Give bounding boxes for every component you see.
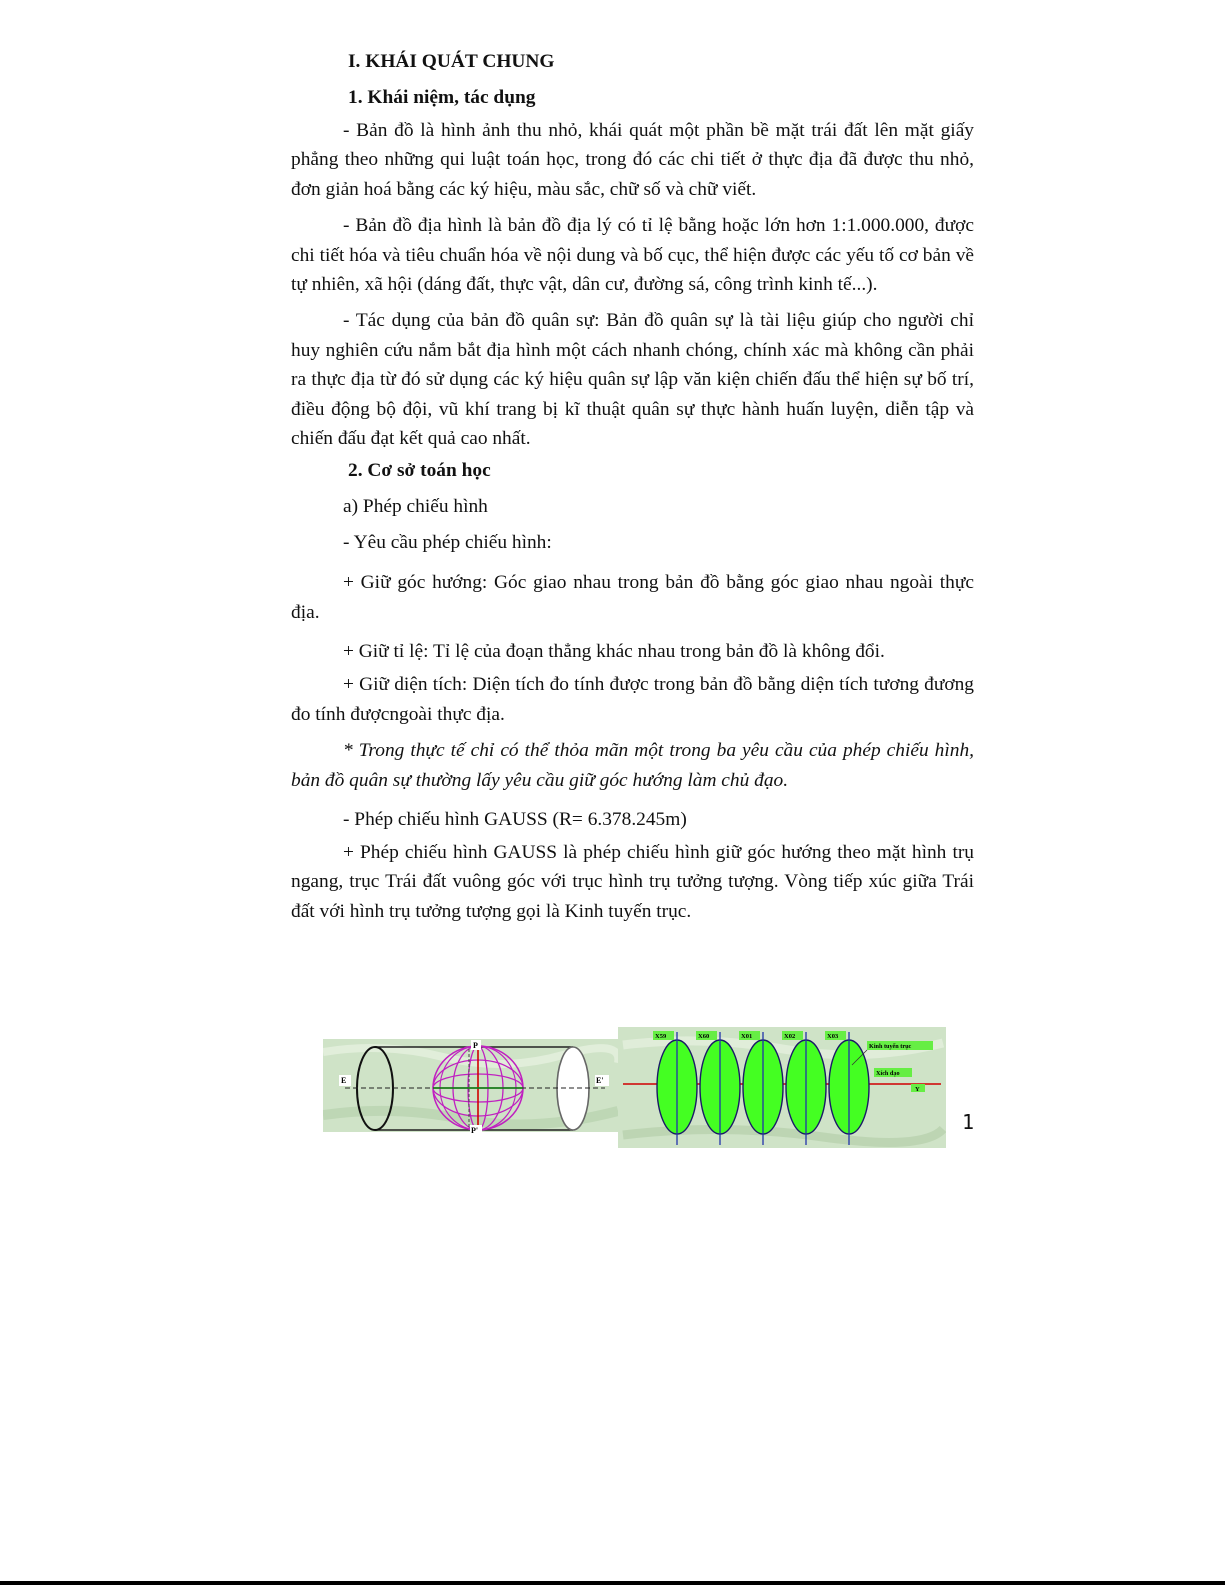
label-e: E [341,1076,347,1085]
paragraph-2: - Bản đồ địa hình là bản đồ địa lý có tỉ lệ bằng hoặc lớn hơn 1:1.000.000, được chi tiết hóa và tiêu chuẩn hóa về nội dung và bố cục, thể hiện được các yếu tố cơ bản về tự nhiên, xã hội (dáng đất, thực vật, dân cư, đường sá, công trình kinh tế...). [291,215,974,296]
gauss-diagram [323,1027,946,1148]
paragraph-1: - Bản đồ là hình ảnh thu nhỏ, khái quát một phần bề mặt trái đất lên mặt giấy phẳng theo những qui luật toán học, trong đó các chi tiết ở thực địa đã được thu nhỏ, đơn giản hoá bằng các ký hiệu, màu sắc, chữ số và chữ viết. [291,120,974,200]
requirement-area: + Giữ diện tích: Diện tích đo tính được trong bản đồ bằng diện tích tương đương đo tính đượcngoài thực địa. [291,674,974,725]
zone-label-x59: X59 [655,1033,667,1040]
subsection-title-1: 1. Khái niệm, tác dụng [348,87,536,108]
label-e-prime: E' [596,1076,604,1085]
bottom-rule [0,1581,1225,1585]
meridian-label: Kinh tuyến trục [869,1043,912,1050]
requirements-heading: - Yêu cầu phép chiếu hình: [343,532,552,554]
requirement-scale: + Giữ tỉ lệ: Tỉ lệ của đoạn thẳng khác nhau trong bản đồ là không đổi. [343,641,885,663]
paragraph-3: - Tác dụng của bản đồ quân sự: Bản đồ quân sự là tài liệu giúp cho người chỉ huy nghiên cứu nắm bắt địa hình một cách nhanh chóng, chính xác mà không cần phải ra thực địa từ đó sử dụng các ký hiệu quân sự lập văn kiện chiến đấu thể hiện sự bố trí, điều động bộ đội, vũ khí trang bị kĩ thuật quân sự thực hành huấn luyện, diễn tập và chiến đấu đạt kết quả cao nhất. [291,310,974,450]
gauss-description: + Phép chiếu hình GAUSS là phép chiếu hình giữ góc hướng theo mặt hình trụ ngang, trục Trái đất vuông góc với trục hình trụ tưởng tượng. Vòng tiếp xúc giữa Trái đất với hình trụ tưởng tượng gọi là Kinh tuyến trục. [291,841,974,922]
zone-label-x03: X03 [827,1033,839,1040]
label-p: P [473,1041,478,1050]
section-title: I. KHÁI QUÁT CHUNG [348,51,555,72]
zone-label-x60: X60 [698,1033,710,1040]
page-number: 1 [962,1110,975,1134]
subsection-title-2: 2. Cơ sở toán học [348,460,491,482]
equator-label: Xích đạo [876,1070,900,1077]
label-p-prime: P' [471,1126,479,1135]
italic-note: * Trong thực tế chỉ có thể thỏa mãn một trong ba yêu cầu của phép chiếu hình, bản đồ quân sự thường lấy yêu cầu giữ góc hướng làm chủ đạo. [291,740,974,791]
gauss-heading: - Phép chiếu hình GAUSS (R= 6.378.245m) [343,808,687,830]
y-axis-label: Y [915,1086,920,1093]
zone-label-x02: X02 [784,1033,796,1040]
document-body [291,44,974,926]
requirement-angle: + Giữ góc hướng: Góc giao nhau trong bản đồ bằng góc giao nhau ngoài thực địa. [291,572,974,623]
projection-heading: a) Phép chiếu hình [343,496,488,518]
gauss-projection-figure [323,1027,946,1148]
zone-label-x01: X01 [741,1033,753,1040]
